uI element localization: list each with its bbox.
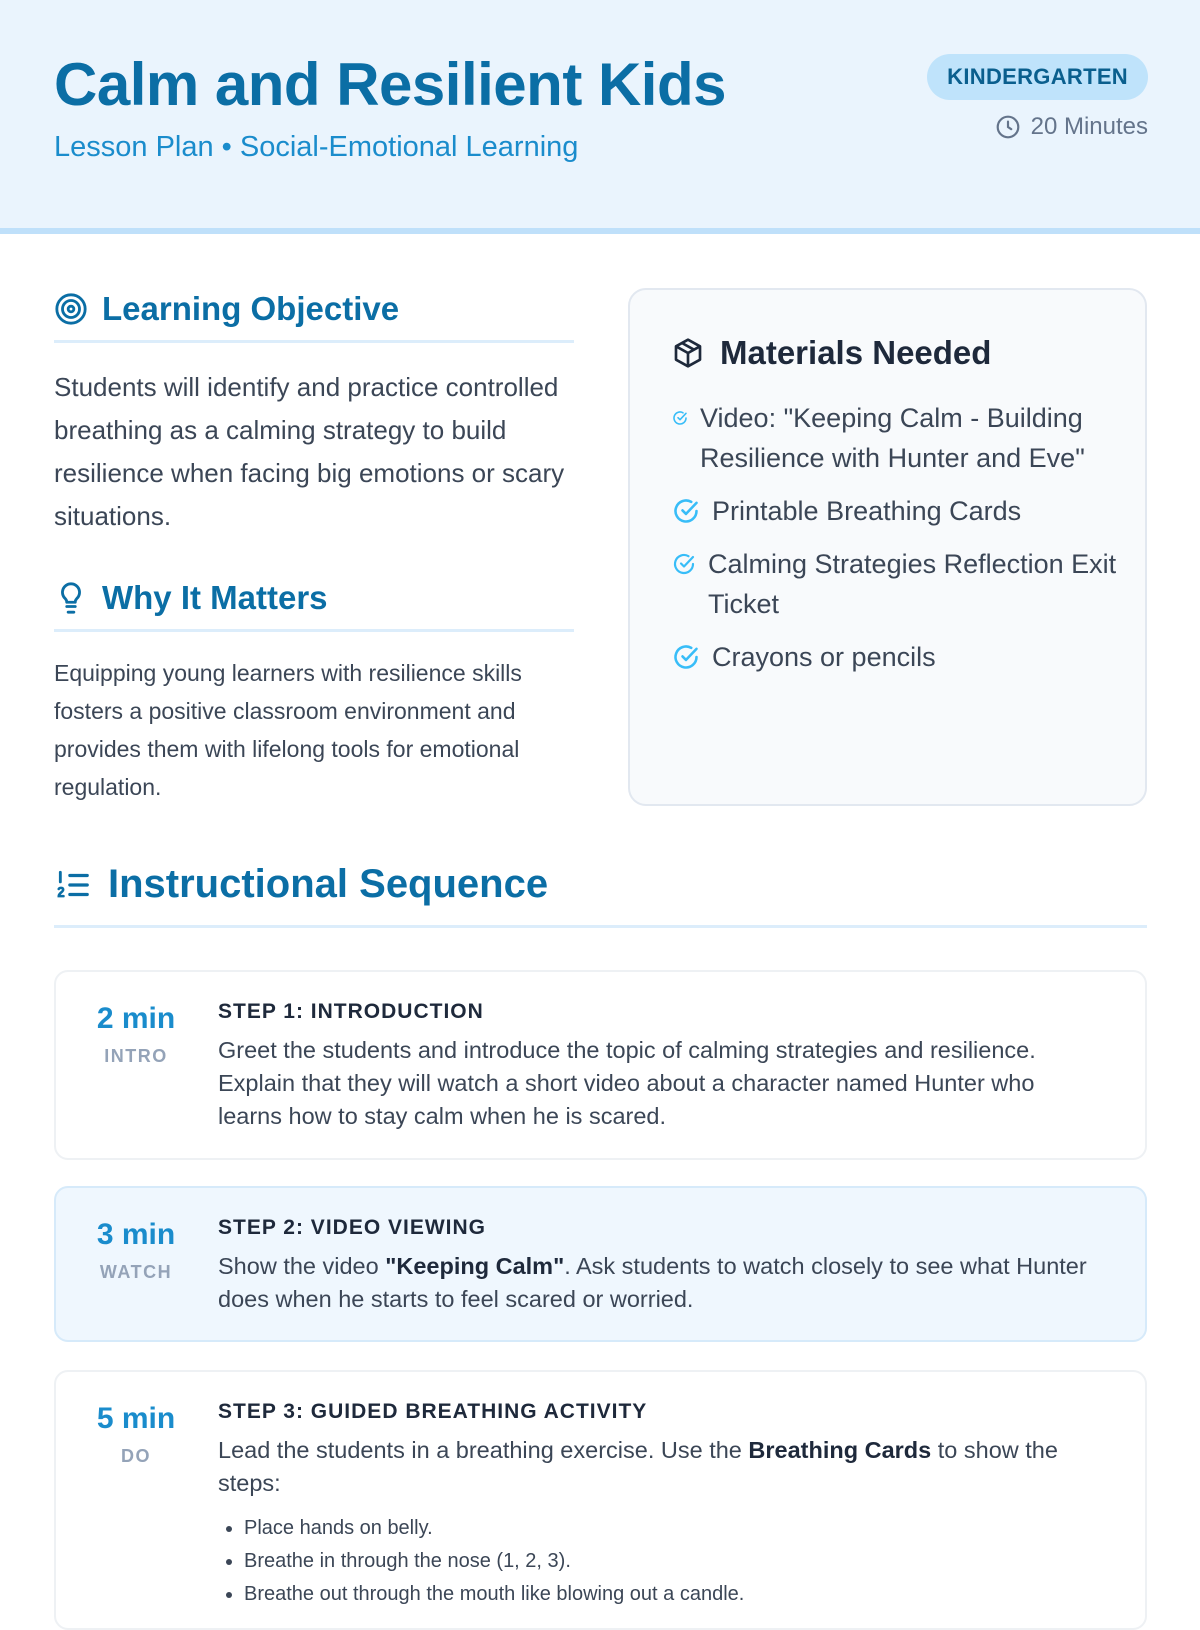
check-circle-icon bbox=[672, 410, 688, 426]
step-text bbox=[218, 1434, 1098, 1500]
step-card-video bbox=[54, 1186, 1147, 1342]
step-duration: 3 min bbox=[96, 1218, 176, 1251]
objective-heading: Learning Objective bbox=[102, 290, 400, 327]
step-title: STEP 1: INTRODUCTION bbox=[218, 1000, 484, 1023]
list-item: • Breathe out through the mouth like blowing out a candle. bbox=[244, 1578, 1098, 1611]
numbered-list-icon bbox=[54, 866, 92, 904]
list-item: • Breathe in through the nose (1, 2, 3). bbox=[244, 1545, 1098, 1578]
list-item bbox=[672, 398, 1122, 478]
lesson-subtitle: Lesson Plan • Social-Emotional Learning bbox=[54, 131, 579, 163]
step-text-part: . Ask students to watch closely to see what Hunter does when he starts to feel scared or worried. bbox=[218, 1253, 1087, 1312]
step-text bbox=[218, 1250, 1098, 1316]
step-time-block bbox=[56, 1002, 216, 1067]
step-duration: 2 min bbox=[96, 1002, 176, 1035]
step-title: STEP 3: GUIDED BREATHING ACTIVITY bbox=[218, 1400, 648, 1423]
lesson-header bbox=[0, 0, 1200, 234]
step-body bbox=[218, 1400, 1098, 1611]
step-body bbox=[218, 1216, 1098, 1316]
check-circle-icon bbox=[672, 552, 696, 576]
materials-list bbox=[672, 398, 1122, 690]
list-item bbox=[672, 491, 1122, 531]
materials-heading: Materials Needed bbox=[720, 334, 992, 371]
step-tag: WATCH bbox=[99, 1262, 173, 1282]
step-duration: 5 min bbox=[96, 1402, 176, 1435]
material-label: Crayons or pencils bbox=[712, 642, 936, 672]
list-item bbox=[672, 544, 1122, 624]
step-body bbox=[218, 1000, 1098, 1133]
duration-info bbox=[995, 113, 1148, 141]
step-tag: INTRO bbox=[104, 1046, 168, 1066]
materials-card bbox=[628, 288, 1147, 806]
step-text-part: to show the steps: bbox=[218, 1437, 1058, 1496]
list-item: • Place hands on belly. bbox=[244, 1512, 1098, 1545]
material-label: Calming Strategies Reflection Exit Ticket bbox=[708, 549, 1117, 619]
clock-icon bbox=[995, 114, 1021, 140]
material-label: Printable Breathing Cards bbox=[712, 496, 1022, 526]
objective-heading-row bbox=[54, 290, 574, 343]
step-title: STEP 2: VIDEO VIEWING bbox=[218, 1216, 486, 1239]
objective-text: Students will identify and practice controlled breathing as a calming strategy to build resilience when facing big emotions or scary situations. bbox=[54, 372, 565, 531]
why-heading-row bbox=[54, 579, 574, 632]
lightbulb-icon bbox=[54, 581, 88, 615]
video-title-emphasis: "Keeping Calm" bbox=[385, 1253, 565, 1279]
step-card-introduction bbox=[54, 970, 1147, 1160]
materials-heading-row bbox=[672, 334, 991, 372]
why-text: Equipping young learners with resilience skills fosters a positive classroom environment and provides them with lifelong tools for emotional regulation. bbox=[54, 660, 522, 800]
sequence-heading-row bbox=[54, 862, 1147, 928]
target-icon bbox=[54, 292, 88, 326]
breathing-steps-list bbox=[218, 1512, 1098, 1611]
material-label: Video: "Keeping Calm - Building Resilience with Hunter and Eve" bbox=[700, 403, 1085, 473]
check-circle-icon bbox=[672, 643, 700, 671]
breathing-cards-emphasis: Breathing Cards bbox=[748, 1437, 932, 1463]
why-heading: Why It Matters bbox=[102, 579, 328, 616]
grade-badge: KINDERGARTEN bbox=[927, 54, 1148, 100]
package-icon bbox=[672, 337, 704, 369]
step-text-part: Lead the students in a breathing exercise. Use the bbox=[218, 1437, 749, 1463]
lesson-title: Calm and Resilient Kids bbox=[54, 51, 726, 118]
step-time-block bbox=[56, 1402, 216, 1467]
step-text-part: Show the video bbox=[218, 1253, 386, 1279]
step-card-breathing bbox=[54, 1370, 1147, 1630]
step-tag: DO bbox=[121, 1446, 151, 1466]
check-circle-icon bbox=[672, 497, 700, 525]
step-text: Greet the students and introduce the topic of calming strategies and resilience. Explain that they will watch a short video about a character named Hunter who learns how to stay calm when he is scared. bbox=[218, 1037, 1036, 1129]
sequence-heading: Instructional Sequence bbox=[108, 862, 549, 906]
list-item bbox=[672, 637, 1122, 677]
step-time-block bbox=[56, 1218, 216, 1283]
duration-text: 20 Minutes bbox=[1030, 113, 1148, 140]
